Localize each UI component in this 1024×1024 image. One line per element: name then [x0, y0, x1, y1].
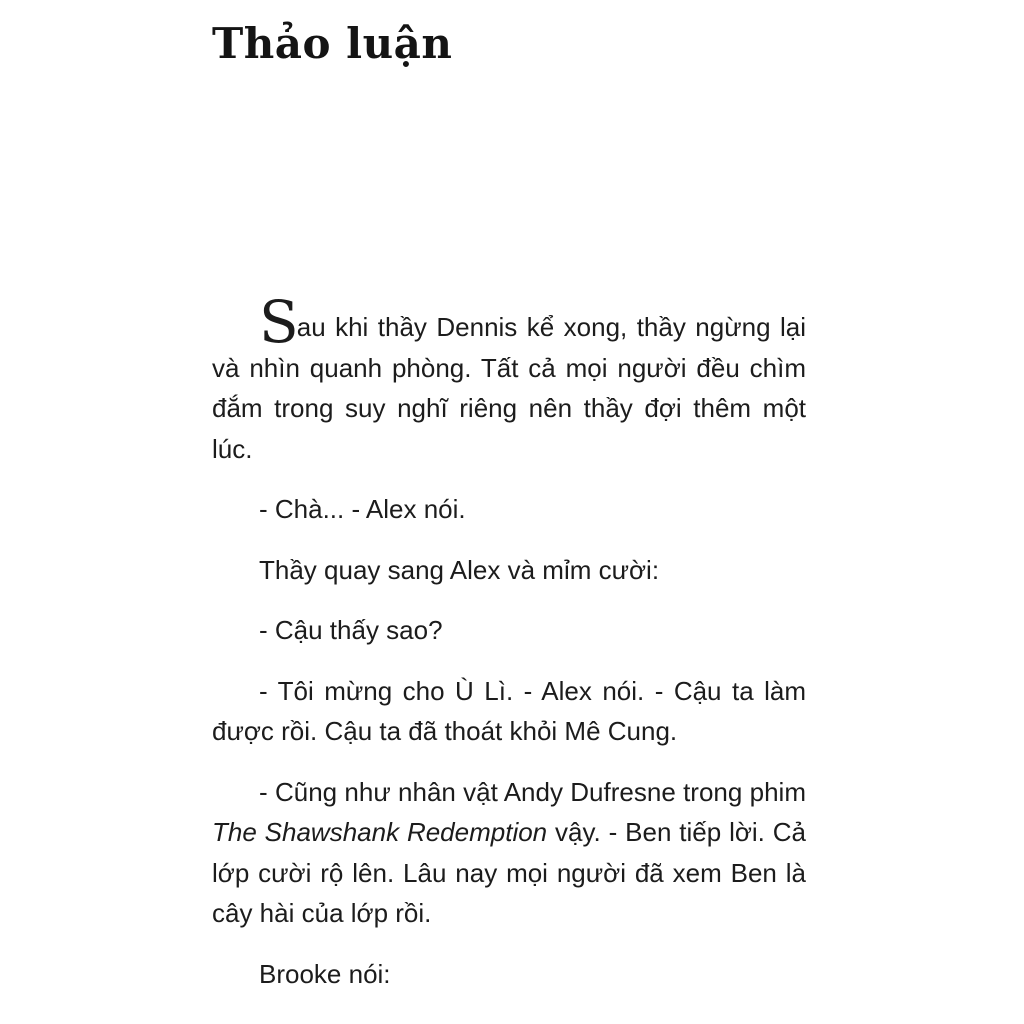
drop-cap: S	[259, 288, 299, 356]
paragraph-1-text: au khi thầy Dennis kể xong, thầy ngừng lại và nhìn quanh phòng. Tất cả mọi người đều chìm đắm trong suy nghĩ riêng nên thầy đợi thêm một lúc.	[212, 312, 806, 464]
chapter-title: Thảo luận	[212, 19, 453, 68]
paragraph-4: - Cậu thấy sao?	[259, 615, 443, 645]
paragraph-2: - Chà... - Alex nói.	[259, 494, 466, 524]
paragraph-6-text-after: vậy. - Ben tiếp lời. Cả lớp cười rộ lên. Lâu nay mọi người đã xem Ben là cây hài của lớp rồi.	[212, 817, 806, 928]
paragraph-3: Thầy quay sang Alex và mỉm cười:	[259, 554, 660, 585]
film-title: The Shawshank Redemption	[212, 817, 548, 847]
paragraph-6	[212, 772, 806, 934]
paragraph-5: - Tôi mừng cho Ù Lì. - Alex nói. - Cậu ta làm được rồi. Cậu ta đã thoát khỏi Mê Cung.	[212, 675, 806, 746]
body-text	[212, 288, 806, 1014]
paragraph-7: Brooke nói:	[259, 958, 391, 989]
paragraph-1	[212, 288, 806, 469]
paragraph-6-text-before: - Cũng như nhân vật Andy Dufresne trong phim	[259, 776, 806, 807]
